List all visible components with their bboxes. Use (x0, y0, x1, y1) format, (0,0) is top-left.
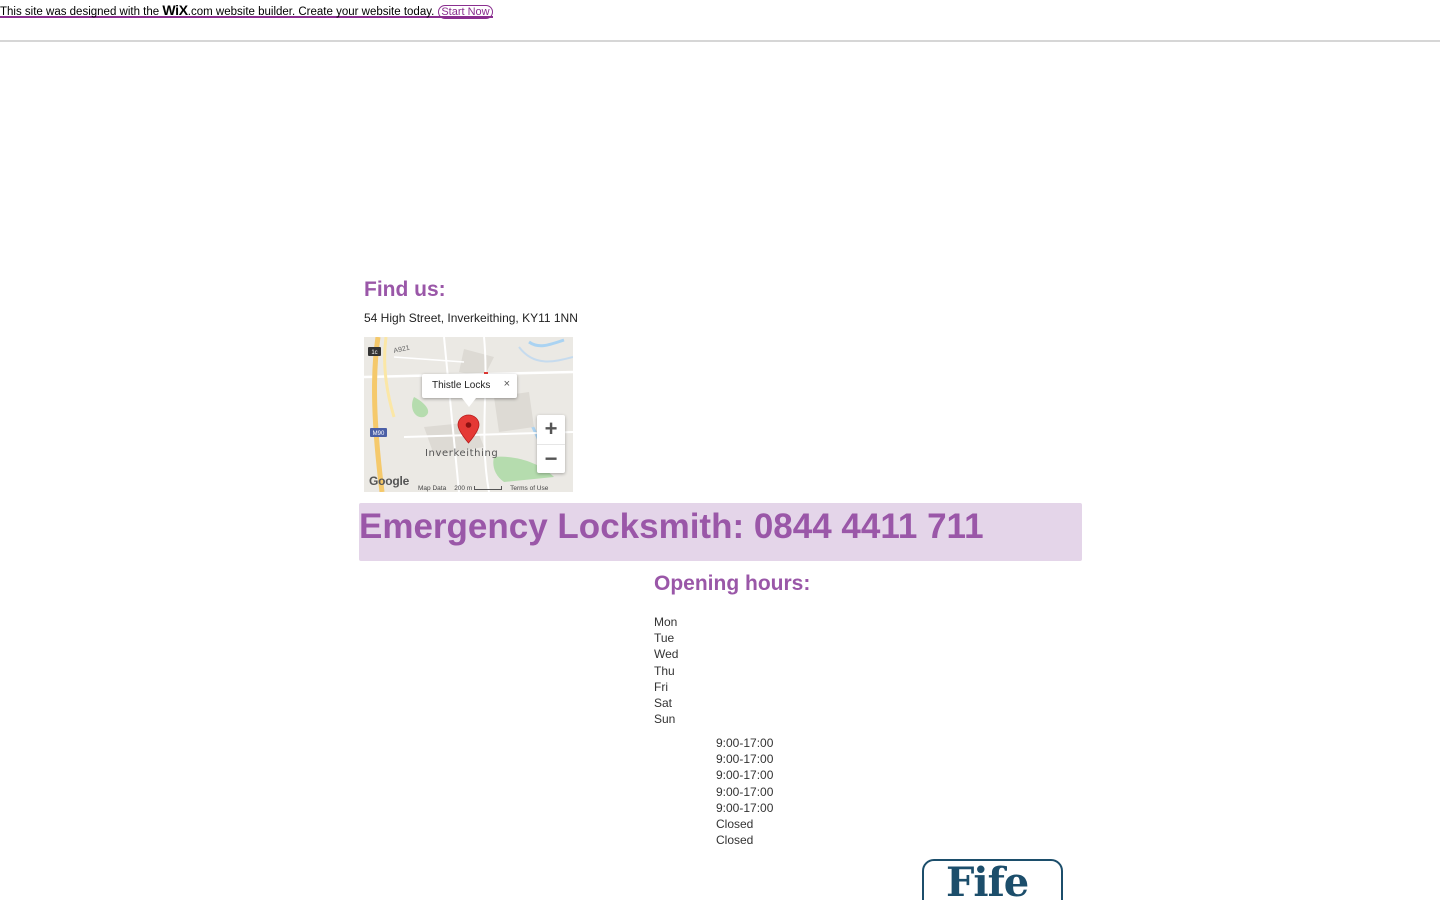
fife-logo[interactable] (922, 859, 1063, 900)
times-list (716, 735, 773, 848)
map-scale-bar (474, 486, 502, 490)
map-footer (418, 485, 548, 492)
map-marker-dot (466, 422, 472, 428)
wix-banner-line (0, 2, 493, 18)
day-item: Fri (654, 679, 668, 694)
opening-hours-heading: Opening hours: (654, 572, 811, 595)
time-item: 9:00-17:00 (716, 784, 774, 799)
day-item: Tue (654, 631, 675, 646)
time-item: 9:00-17:00 (716, 800, 774, 815)
map-info-tail (462, 398, 476, 407)
zoom-out-button[interactable]: − (537, 444, 565, 473)
banner-text-after: .com website builder. Create your website today. (187, 6, 435, 18)
day-item: Mon (654, 615, 678, 629)
wix-banner (0, 0, 1440, 42)
fife-logo-text: Fife (946, 859, 1029, 900)
day-item: Sat (654, 696, 673, 711)
map-junction-label: 1c (371, 350, 378, 356)
google-logo[interactable]: Google (369, 474, 410, 488)
map-water-channel (519, 347, 573, 361)
map-river-top (529, 340, 564, 346)
zoom-in-button[interactable]: + (544, 416, 558, 441)
map-scale (454, 485, 502, 492)
banner-text-before: This site was designed with the (0, 6, 160, 18)
map-park-1 (412, 397, 428, 417)
map-data-link[interactable]: Map Data (418, 485, 447, 492)
address-text: 54 High Street, Inverkeithing, KY11 1NN (364, 311, 578, 325)
map-info-label: Thistle Locks (432, 380, 491, 391)
map-block-3 (494, 392, 534, 432)
emergency-text: Emergency Locksmith: 0844 4411 711 (359, 507, 984, 546)
map-a921-label: A921 (392, 344, 411, 355)
start-now-button[interactable]: Start Now (438, 5, 492, 19)
day-item: Sun (654, 712, 676, 727)
time-item: 9:00-17:00 (716, 768, 774, 783)
map-zoom-control (537, 415, 565, 473)
map-terms-link[interactable]: Terms of Use (510, 485, 549, 492)
time-item: Closed (716, 817, 754, 832)
google-map[interactable] (364, 337, 573, 492)
time-item: Closed (716, 833, 754, 848)
close-icon[interactable]: × (503, 378, 510, 390)
map-motorway (375, 337, 382, 492)
map-town-label: Inverkeithing (425, 448, 499, 459)
day-item: Thu (654, 663, 675, 678)
time-item: 9:00-17:00 (716, 736, 774, 750)
map-info-window[interactable] (422, 374, 517, 398)
emergency-banner (359, 503, 1082, 561)
find-us-heading: Find us: (364, 278, 446, 301)
wix-logo[interactable]: WiX (162, 2, 188, 18)
map-street-5 (394, 357, 464, 362)
day-item: Wed (654, 647, 679, 662)
map-scale-label: 200 m (454, 485, 473, 492)
map-m90-label: M90 (372, 431, 385, 437)
time-item: 9:00-17:00 (716, 752, 774, 767)
days-list (654, 614, 678, 727)
